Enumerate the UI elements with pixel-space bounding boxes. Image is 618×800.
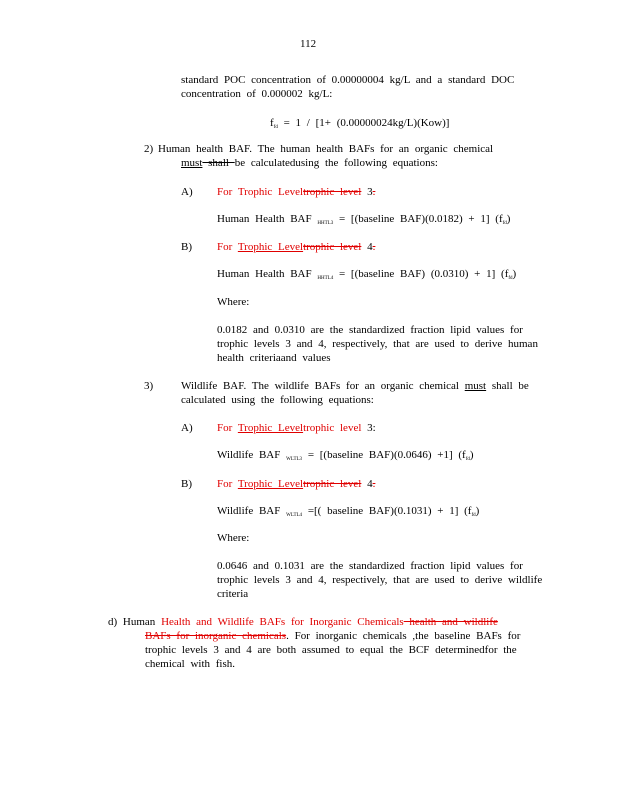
item-2-line-1: Human health BAF. The human health BAFs for an organic chemical xyxy=(158,143,494,155)
item-3-note-line-3: criteria xyxy=(217,588,249,600)
item-3b-equation xyxy=(217,505,479,522)
item-2a-deleted-dot: . xyxy=(372,186,376,198)
item-2a-heading xyxy=(217,186,375,199)
item-2b-f-sub: fd xyxy=(508,276,513,281)
item-3-where: Where: xyxy=(217,532,250,544)
item-2a-f-sub: fd xyxy=(502,221,507,226)
item-d-marker: d) xyxy=(108,616,118,628)
fd-equation xyxy=(270,117,449,134)
item-2b-deleted-dot: . xyxy=(372,241,376,253)
item-3-line-2: calculated using the following equations: xyxy=(181,394,374,406)
item-3-note-line-1: 0.0646 and 0.1031 are the standardized fraction lipid values for xyxy=(217,560,523,572)
item-3b-number: 4 xyxy=(361,478,373,490)
item-2b-for: For xyxy=(217,241,238,253)
fd-equation-sub: fd xyxy=(273,125,278,130)
item-2-note-line-2: trophic levels 3 and 4, respectively, that are used to derive human xyxy=(217,338,538,350)
item-3b-heading xyxy=(217,478,375,491)
item-2-line-2 xyxy=(181,157,438,170)
item-2a-for: For xyxy=(217,186,238,198)
item-3-marker: 3) xyxy=(144,380,154,392)
item-3a-trophic: trophic xyxy=(303,422,335,434)
item-2b-eq-head: Human Health BAF xyxy=(217,268,318,280)
item-3b-deleted: trophic level xyxy=(303,478,362,490)
item-2a-inserted: Trophic Level xyxy=(237,186,304,198)
item-2a-marker: A) xyxy=(181,186,193,198)
intro-line-2: concentration of 0.000002 kg/L: xyxy=(181,88,333,100)
item-2b-equation xyxy=(217,268,516,285)
item-2a-eq-head: Human Health BAF xyxy=(217,213,318,225)
item-3a-f-sub: fd xyxy=(465,457,470,462)
item-2b-eq-tail: = [(baseline BAF) (0.0310) + 1] (f xyxy=(333,268,509,280)
item-3b-marker: B) xyxy=(181,478,192,490)
item-3a-eq-tail: = [(baseline BAF)(0.0646) +1] (f xyxy=(302,449,466,461)
item-3a-marker: A) xyxy=(181,422,193,434)
item-2b-eq-close: ) xyxy=(512,268,517,280)
item-3a-number: 3: xyxy=(361,422,376,434)
item-2-line-2-rest: be calculatedusing the following equations: xyxy=(234,157,438,169)
item-3a-heading xyxy=(217,422,376,435)
item-3b-for: For xyxy=(217,478,238,490)
item-2b-number: 4 xyxy=(361,241,373,253)
item-d-line-4: chemical with fish. xyxy=(145,658,236,670)
item-2a-eq-tail: = [(baseline BAF)(0.0182) + 1] (f xyxy=(333,213,503,225)
item-2a-eq-close: ) xyxy=(506,213,511,225)
item-3-line-1-a: Wildlife BAF. The wildlife BAFs for an organic chemical xyxy=(181,380,465,392)
item-3a-eq-sub: WLTL3 xyxy=(286,457,303,462)
item-3a-level: level xyxy=(334,422,362,434)
item-2b-inserted: Trophic Level xyxy=(237,241,304,253)
item-3b-eq-sub: WLTL4 xyxy=(286,513,303,518)
item-d-human: Human xyxy=(117,616,162,628)
item-d-rest-1: . For inorganic chemicals ,the baseline BAFs for xyxy=(286,630,521,642)
item-3-line-1 xyxy=(181,380,529,393)
item-d-inserted: Health and Wildlife BAFs for Inorganic Chemicals xyxy=(161,616,404,628)
fd-equation-head: f xyxy=(270,117,274,129)
page-number: 112 xyxy=(300,38,317,50)
inserted-must: must xyxy=(181,157,203,169)
item-2b-marker: B) xyxy=(181,241,192,253)
item-2-marker: 2) xyxy=(144,143,154,155)
item-d-line-3: trophic levels 3 and 4 are both assumed to equal the BCF determinedfor the xyxy=(145,644,517,656)
intro-line-1: standard POC concentration of 0.00000004 kg/L and a standard DOC xyxy=(181,74,515,86)
item-3a-equation xyxy=(217,449,474,466)
item-2a-deleted: trophic level xyxy=(303,186,362,198)
item-d-deleted-2: BAFs for inorganic chemicals xyxy=(145,630,287,642)
item-2b-heading xyxy=(217,241,375,254)
deleted-shall: shall xyxy=(202,157,235,169)
item-3a-eq-close: ) xyxy=(469,449,474,461)
item-2a-eq-sub: HHTL3 xyxy=(317,221,334,226)
item-2-note-line-1: 0.0182 and 0.0310 are the standardized fraction lipid values for xyxy=(217,324,523,336)
item-d-deleted-1: health and wildlife xyxy=(403,616,498,628)
item-2a-number: 3 xyxy=(361,186,373,198)
item-3a-for: For xyxy=(217,422,238,434)
item-d-line-2 xyxy=(145,630,520,643)
item-3-line-1-b: shall be xyxy=(486,380,529,392)
item-2b-eq-sub: HHTL4 xyxy=(317,276,334,281)
item-3b-eq-tail: =[( baseline BAF)(0.1031) + 1] (f xyxy=(302,505,472,517)
item-2b-deleted: trophic level xyxy=(303,241,362,253)
item-3b-f-sub: fd xyxy=(471,513,476,518)
item-2-note-line-3: health criteriaand values xyxy=(217,352,331,364)
item-2a-equation xyxy=(217,213,510,230)
item-2-where: Where: xyxy=(217,296,250,308)
item-3-inserted-must: must xyxy=(464,380,487,392)
item-3a-inserted: Trophic Level xyxy=(237,422,304,434)
item-3b-inserted: Trophic Level xyxy=(237,478,304,490)
fd-equation-tail: = 1 / [1+ (0.00000024kg/L)(Kow)] xyxy=(277,117,450,129)
item-d-line-1 xyxy=(108,616,498,629)
item-3a-eq-head: Wildlife BAF xyxy=(217,449,287,461)
item-3b-eq-close: ) xyxy=(475,505,480,517)
item-3b-eq-head: Wildlife BAF xyxy=(217,505,287,517)
item-3b-deleted-dot: . xyxy=(372,478,376,490)
item-3-note-line-2: trophic levels 3 and 4, respectively, that are used to derive wildlife xyxy=(217,574,543,586)
